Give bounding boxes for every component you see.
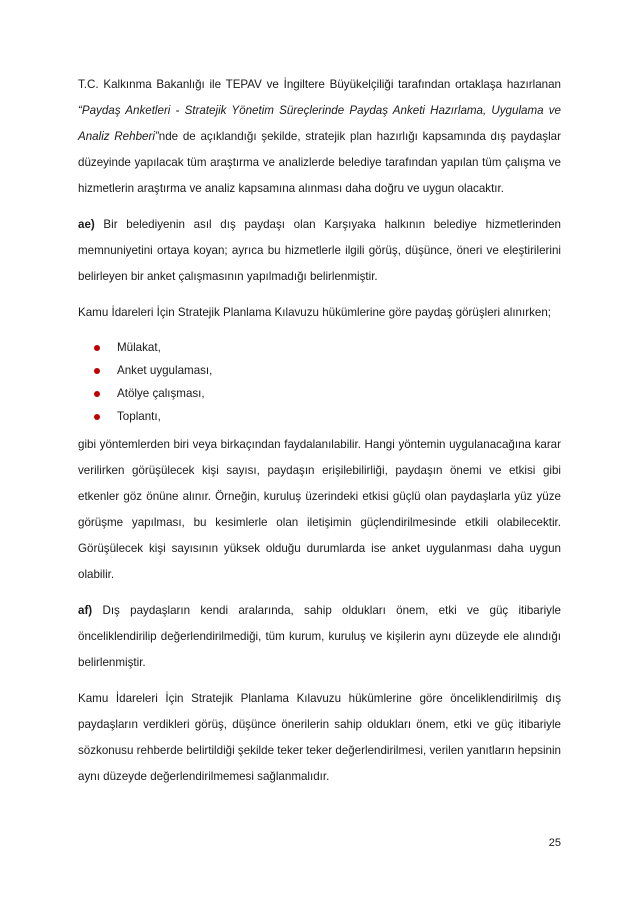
page-number: 25: [548, 837, 561, 849]
intro-text-end: nde de açıklandığı şekilde, stratejik plan hazırlığı kapsamında dış paydaşlar düzeyinde yapılacak tüm araştırma ve analizlerde belediye tarafından yapılan tüm çalışma ve hizmetlerin araştırma ve analiz kapsamına alınması daha doğru ve uygun olacaktır.: [78, 130, 561, 195]
list-item-text: Toplantı,: [117, 410, 161, 423]
list-item: [78, 359, 561, 382]
ae-label: ae): [78, 218, 95, 231]
bullet-icon: [94, 391, 100, 397]
list-item-text: Mülakat,: [117, 341, 161, 354]
method-list: [78, 336, 561, 428]
paragraph-kamu-1: Kamu İdareleri İçin Stratejik Planlama Kılavuzu hükümlerine göre paydaş görüşleri alınırken;: [78, 306, 552, 319]
bullet-icon: [94, 414, 100, 420]
paragraph-methods: gibi yöntemlerden biri veya birkaçından faydalanılabilir. Hangi yöntemin uygulanacağına karar verilirken görüşülecek kişi sayısı, paydaşın erişilebilirliği, paydaşın önemi ve etkisi gibi etkenler göz önüne alınır. Örneğin, kuruluş üzerindeki etkisi güçlü olan paydaşlarla yüz yüze görüşme yapılması, bu kesimlerle olan iletişimin güçlendirilmesinde etkili olabilecektir. Görüşülecek kişi sayısının yüksek olduğu durumlarda ise anket uygulanması daha uygun olabilir.: [78, 438, 561, 581]
list-item: [78, 382, 561, 405]
list-item: [78, 336, 561, 359]
ae-text: Bir belediyenin asıl dış paydaşı olan Karşıyaka halkının belediye hizmetlerinden memnuniyetini ortaya koyan; ayrıca bu hizmetlerle ilgili görüş, düşünce, öneri ve eleştirilerini belirleyen bir anket çalışmasının yapılmadığı belirlenmiştir.: [78, 218, 561, 283]
bullet-icon: [94, 368, 100, 374]
intro-text-start: T.C. Kalkınma Bakanlığı ile TEPAV ve İngiltere Büyükelçiliği tarafından ortaklaşa hazırlanan: [78, 78, 561, 91]
paragraph-ae: [78, 212, 561, 290]
paragraph-kamu-2: Kamu İdareleri İçin Stratejik Planlama Kılavuzu hükümlerine göre önceliklendirilmiş dış paydaşların verdikleri görüş, düşünce önerilerin sahip oldukları önem, etki ve güç itibariyle sözkonusu rehberde belirtildiği şekilde teker teker değerlendirilmesi, verilen yanıtların hepsinin aynı düzeyde değerlendirilmemesi sağlanmalıdır.: [78, 692, 561, 783]
af-text: Dış paydaşların kendi aralarında, sahip oldukları önem, etki ve güç itibariyle önceliklendirilip değerlendirilmediği, tüm kurum, kuruluş ve kişilerin aynı düzeyde ele alındığı belirlenmiştir.: [78, 604, 561, 669]
guide-title-italic: “Paydaş Anketleri - Stratejik Yönetim Süreçlerinde Paydaş Anketi Hazırlama, Uygulama ve Analiz Rehberi”: [78, 104, 561, 143]
paragraph-af: [78, 598, 561, 676]
list-item-text: Atölye çalışması,: [117, 387, 205, 400]
list-item: [78, 405, 561, 428]
bullet-icon: [94, 345, 100, 351]
list-item-text: Anket uygulaması,: [117, 364, 213, 377]
af-label: af): [78, 604, 93, 617]
paragraph-intro: [78, 72, 561, 202]
